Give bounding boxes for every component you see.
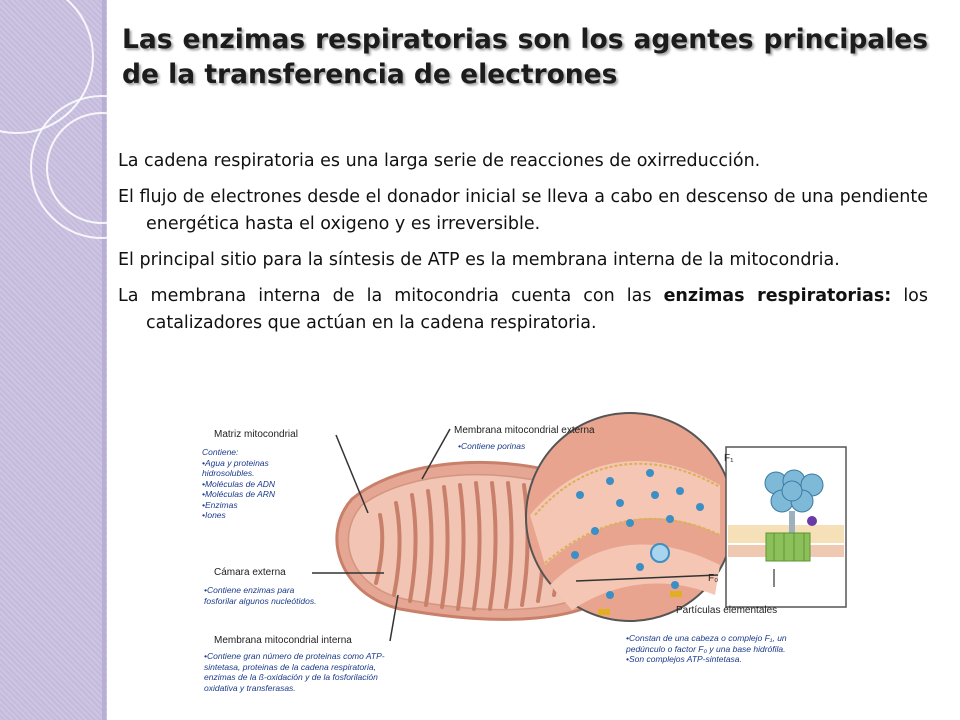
label-camara-externa: Cámara externa xyxy=(214,567,286,578)
note-line: •Enzimas xyxy=(202,499,238,510)
mitochondria-diagram xyxy=(200,395,848,697)
note-line: •Moléculas de ARN xyxy=(202,489,276,499)
label-matriz: Matriz mitocondrial xyxy=(214,429,298,440)
note-line: fosforilar algunos nucleótidos. xyxy=(204,595,317,606)
note-line: •Contiene enzimas para xyxy=(204,585,295,595)
note-line: enzimas de la ß-oxidación y de la fosforilación xyxy=(204,672,378,682)
label-f1: F₁ xyxy=(724,453,734,464)
paragraph: El principal sitio para la síntesis de ATP es la membrana interna de la mitocondria. xyxy=(118,250,840,270)
note-line: hidrosolubles. xyxy=(202,468,255,478)
note-line: sintetasa, proteinas de la cadena respiratoria, xyxy=(204,661,376,672)
note-line: •Iones xyxy=(202,510,226,520)
particulas-note xyxy=(626,633,787,665)
note-line: •Contiene gran número de proteinas como ATP- xyxy=(204,651,385,661)
note-line: Contiene: xyxy=(202,447,239,457)
slide-body xyxy=(118,148,928,346)
matriz-note xyxy=(202,447,275,521)
note-line: oxidativa y transferasas. xyxy=(204,682,296,693)
label-f0: F₀ xyxy=(708,573,719,584)
label-membrana-interna: Membrana mitocondrial interna xyxy=(214,635,352,646)
externa-note xyxy=(458,441,525,452)
paragraph: El flujo de electrones desde el donador inicial se lleva a cabo en descenso de una pendiente energética hasta el oxigeno y es irreversible. xyxy=(118,187,928,234)
bold-term: enzimas respiratorias: xyxy=(663,286,892,306)
label-particulas: Partículas elementales xyxy=(676,605,778,616)
paragraph xyxy=(118,283,928,337)
note-line: •Constan de una cabeza o complejo F₁, un xyxy=(626,633,787,643)
label-membrana-externa: Membrana mitocondrial externa xyxy=(454,425,595,436)
note-line: •Son complejos ATP-sintetasa. xyxy=(626,654,742,664)
sidebar-decoration xyxy=(0,0,107,720)
paragraph-text: los catalizadores que actúan en la cadena respiratoria. xyxy=(146,286,928,333)
slide-title: Las enzimas respiratorias son los agentes principales de la transferencia de electrones xyxy=(122,24,928,90)
interna-note xyxy=(204,651,385,693)
camara-note xyxy=(204,585,316,606)
note-line: •Agua y proteinas xyxy=(202,457,269,468)
note-line: •Moléculas de ADN xyxy=(202,478,276,489)
note-line: •Contiene porinas xyxy=(458,441,526,451)
paragraph: La cadena respiratoria es una larga serie de reacciones de oxirreducción. xyxy=(118,151,761,171)
paragraph-text: La membrana interna de la mitocondria cuenta con las xyxy=(118,286,664,306)
note-line: pedúnculo o factor F₀ y una base hidrófila. xyxy=(626,643,786,654)
